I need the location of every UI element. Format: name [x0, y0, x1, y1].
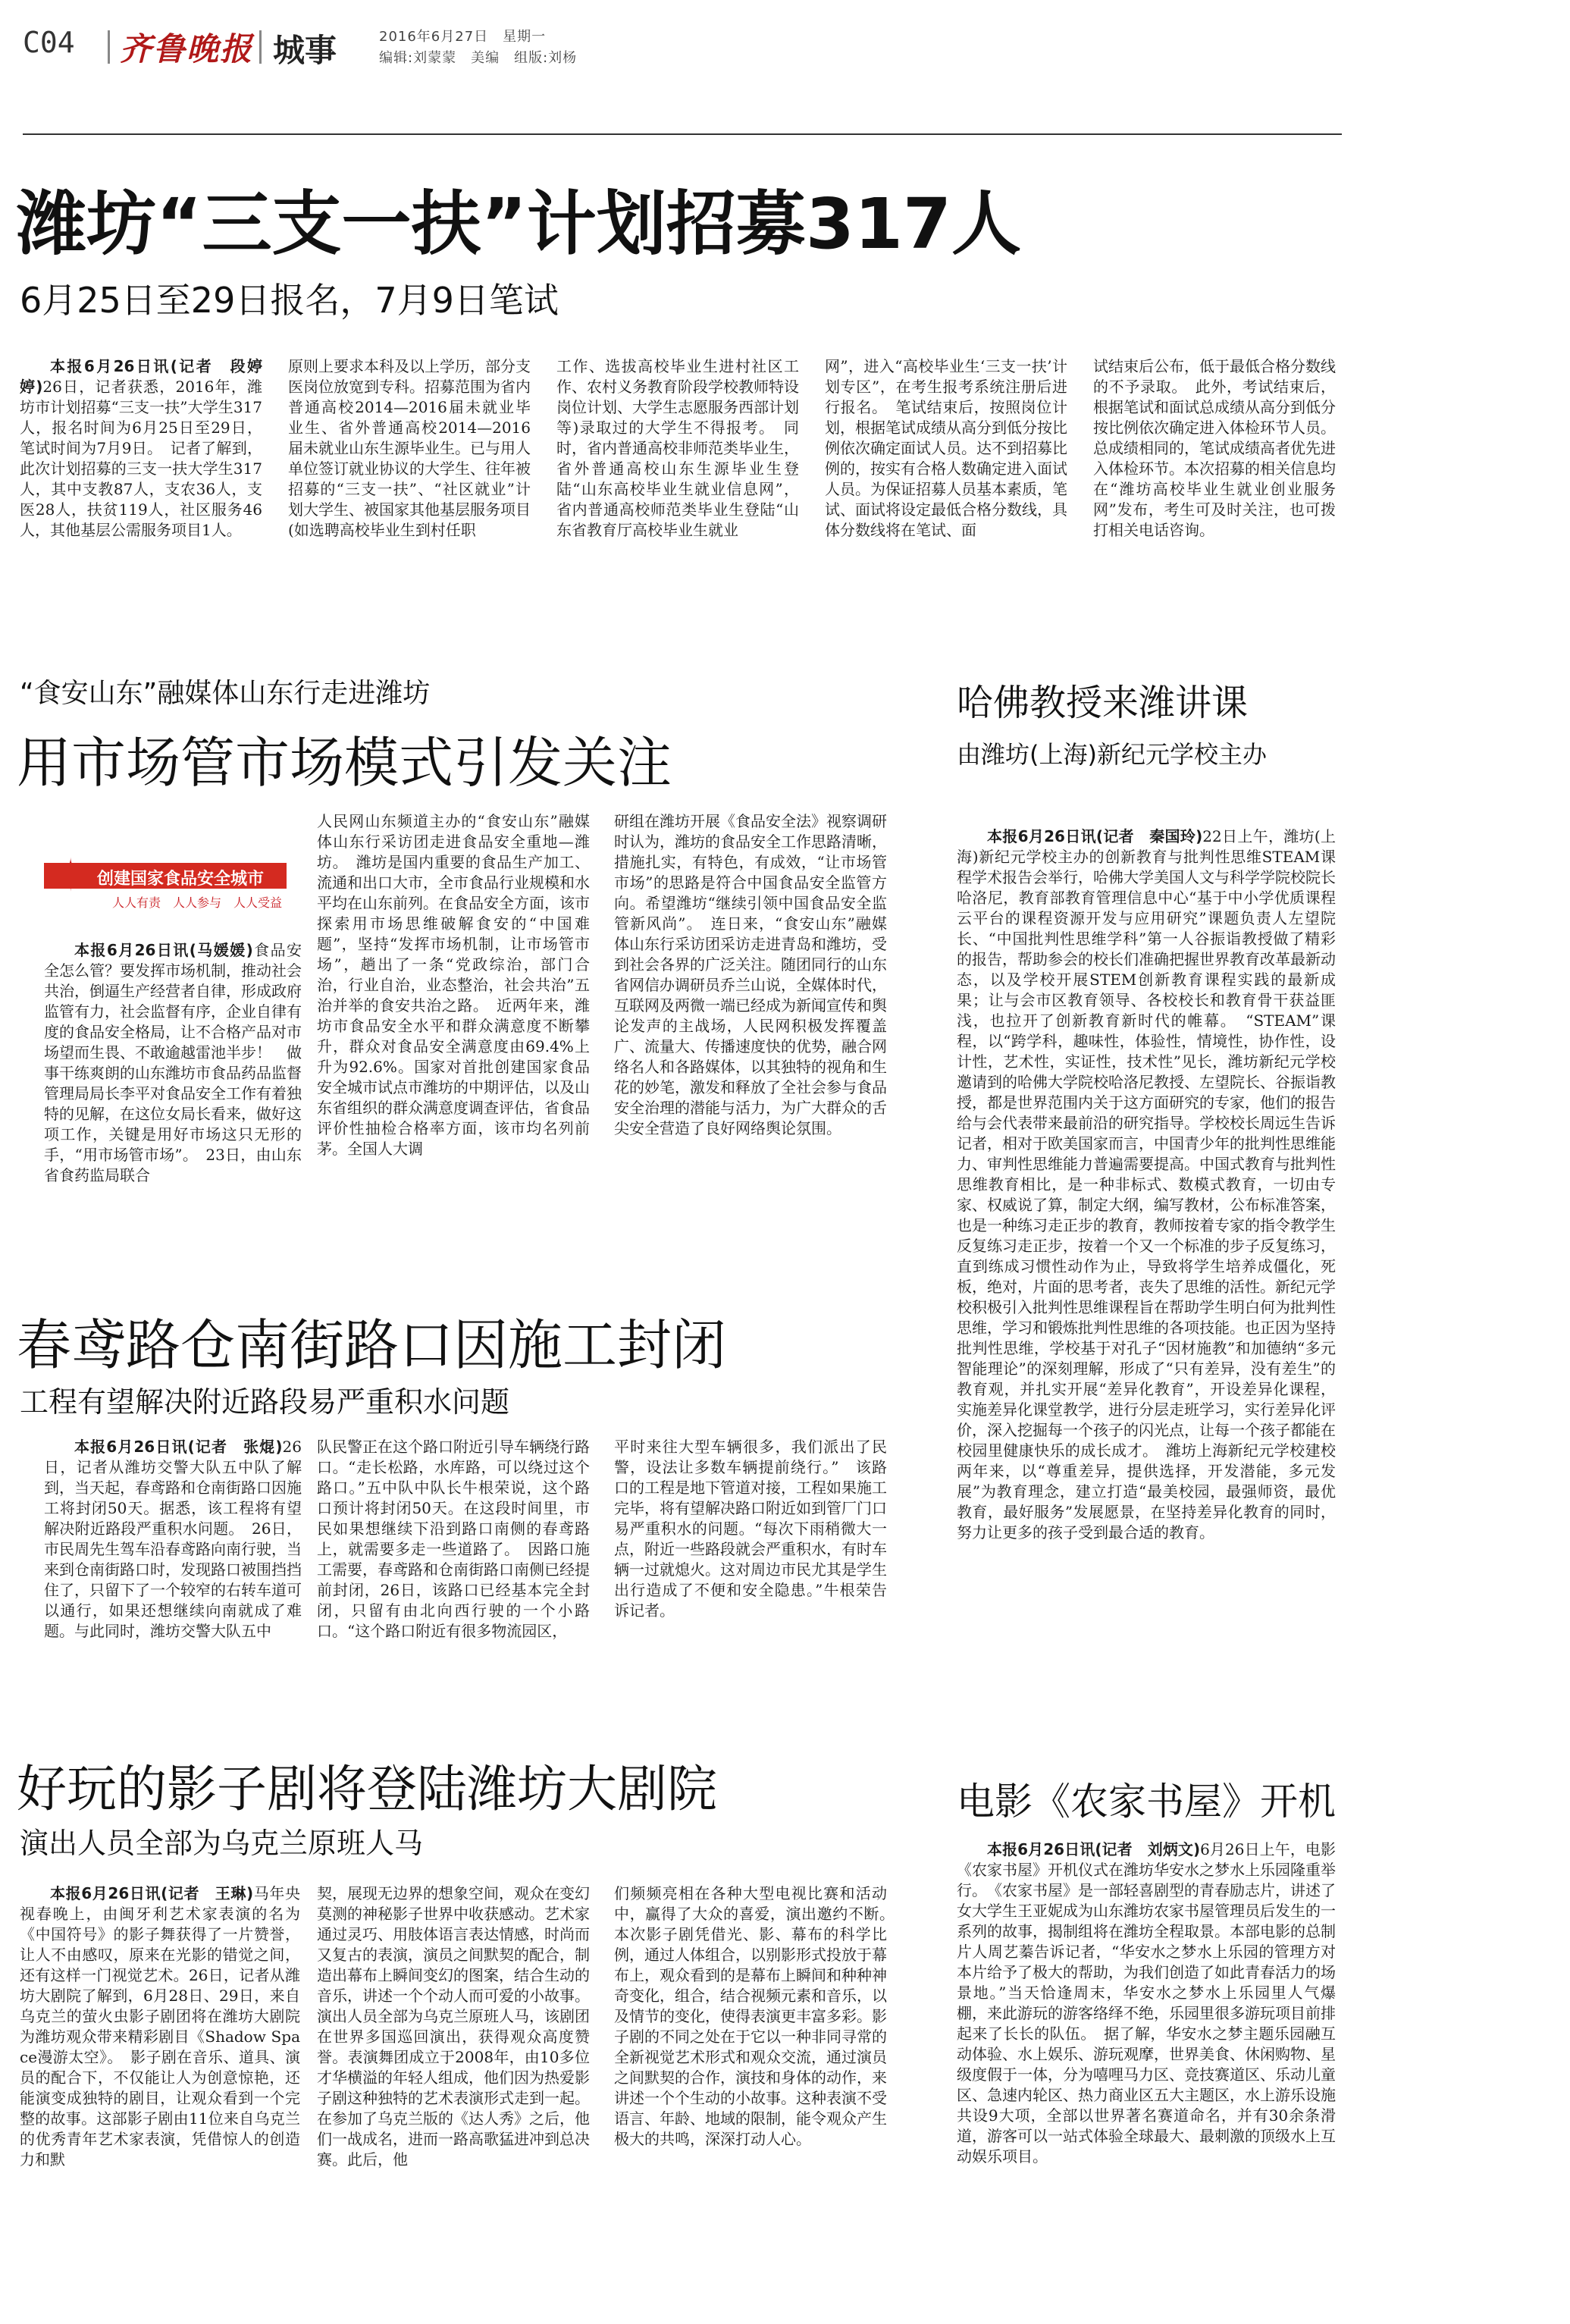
- a3-byline: 本报6月26日讯(记者 张焜): [74, 1438, 283, 1456]
- issue-date: 2016年6月27日 星期一: [379, 29, 547, 45]
- a4-column-1: 本报6月26日讯(记者 王琳)马年央视春晚上，由闽牙利艺术家表演的名为《中国符号》的影子舞获得了一片赞誉，让人不由感叹，原来在光影的错觉之间，还有这样一门视觉艺术。26日，记者从潍坊大剧院了解到，6月28日、29日，来自乌克兰的萤火虫影子剧团将在潍坊大剧院为潍坊观众带来精彩剧目《Shadow Space漫游太空》。 影子剧在音乐、道具、演员的配合下，不仅能让人为创意惊艳，还能演变成独特的剧目，让观众看到一个完整的故事。这部影子剧由11位来自乌克兰的优秀青年艺术家表演，凭借惊人的创造力和默: [20, 1884, 301, 2169]
- a2-headline: 用市场管市场模式引发关注: [17, 731, 672, 795]
- a1-column-3: 工作、选拔高校毕业生进村社区工作、农村义务教育阶段学校教师特设岗位计划、大学生志愿服务西部计划等)录取过的大学生不得报考。 同时，省内普通高校非师范类毕业生，省外普通高校山东生源毕业生登陆“山东高校毕业生就业信息网”，省内普通高校师范类毕业生登陆“山东省教育厅高校毕业生就业: [556, 357, 799, 539]
- a6-column-1: 本报6月26日讯(记者 刘炳文)6月26日上午，电影《农家书屋》开机仪式在潍坊华安水之梦水上乐园隆重举行。 《农家书屋》是一部轻喜剧型的青春励志片，讲述了女大学生王亚妮成为山东潍坊农家书屋管理员后发生的一系列的故事，揭制组将在潍坊全程取景。本部电影的总制片人周艺蓁告诉记者，“华安水之梦水上乐园的管理方对本片给予了极大的帮助，为我们创造了如此青春活力的场景地。”当天恰逢周末，华安水之梦水上乐园里人气爆棚，来此游玩的游客络绎不绝，乐园里很多游玩项目前排起来了长长的队伍。 据了解，华安水之梦主题乐园融互动体验、水上娱乐、游玩观摩，世界美食、休闲购物、星级度假于一体，分为嘻哩马力区、竞技赛道区、乐动儿童区、急速内轮区、热力商业区五大主题区，水上游乐设施共设9大项，全部以世界著名赛道命名，并有30余条滑道，游客可以一站式体验全球最大、最刺激的顶级水上互动娱乐项目。: [957, 1840, 1336, 2166]
- a4-column-3: 们频频亮相在各种大型电视比赛和活动中，赢得了大众的喜爱，演出邀约不断。 本次影子剧凭借光、影、幕布的科学比例，通过人体组合，以别影形式投放于幕布上，观众看到的是幕布上瞬间和种种神奇变化，组合，结合视频元素和音乐，以及情节的变化，使得表演更丰富多彩。影子剧的不同之处在于它以一种非同寻常的全新视觉艺术形式和观众交流，通过演员之间默契的合作，演技和身体的动作，来讲述一个个生动的小故事。这种表演不受语言、年龄、地域的限制，能令观众产生极大的共鸣，深深打动人心。: [614, 1884, 902, 2148]
- a1-column-4: 网”，进入“高校毕业生‘三支一扶’计划专区”，在考生报考系统注册后进行报名。 笔试结束后，按照岗位计划，根据笔试成绩从高分到低分按比例依次确定面试人员。达不到招募比例的，按实有合格人数确定进入面试人员。为保证招募人员基本素质，笔试、面试将设定最低合格分数线，具体分数线将在笔试、面: [825, 357, 1067, 539]
- a5-column-1: 本报6月26日讯(记者 秦国玲)22日上午，潍坊(上海)新纪元学校主办的创新教育与批判性思维STEAM课程学术报告会举行，哈佛大学美国人文与科学学院校院长哈洛尼，教育部教育管理信息中心“基于中小学优质课程云平台的课程资源开发与应用研究”课题负责人左望院长、“中国批判性思维学科”第一人谷振诣教授做了精彩的报告，帮助参会的校长们准确把握世界教育改革最新动态，以及学校开展STEM创新教育课程实践的最新成果；让与会市区教育领导、各校校长和教育骨干获益匪浅，也拉开了创新教育新时代的帷幕。 “STEAM”课程，以“跨学科，趣味性，体验性，情境性，协作性，设计性，艺术性，实证性，技术性”见长，潍坊新纪元学校邀请到的哈佛大学院校哈洛尼教授、左望院长、谷振诣教授，都是世界范围内关于这方面研究的专家，他们的报告给与会代表带来最前沿的研究指导。学校校长周远生告诉记者，相对于欧美国家而言，中国青少年的批判性思维能力、审判性思维能力普遍需要提高。中国式教育与批判性思维教育相比，是一种非标式、数模式教育，一切由专家、权威说了算，制定大纲，编写教材，公布标准答案，也是一种练习走正步的教育，教师按着专家的指令教学生反复练习走正步，按着一个又一个标准的步子反复练习，直到练成习惯性动作为止，导致将学生培养成僵化，死板，绝对，片面的思考者，丧失了思维的活性。新纪元学校积极引入批判性思维课程旨在帮助学生明白何为批判性思维，学习和锻炼批判性思维的各项技能。也正因为坚持批判性思维，学校基于对孔子“因材施教”和加德纳“多元智能理论”的深刻理解，形成了“只有差异，没有差生”的教育观，并扎实开展“差异化教育”，开设差异化课程，实施差异化课堂教学，进行分层走班学习，实行差异化评价，深入挖掘每一个孩子的闪光点，让每一个孩子都能在校园里健康快乐的成长成才。 潍坊上海新纪元学校建校两年来，以“尊重差异，提供选择，开发潜能，多元发展”为教育理念，建立打造“最美校园，最强师资，最优教育，最好服务”发展愿景，在坚持差异化教育的同时，努力让更多的孩子受到最合适的教育。: [957, 827, 1336, 1541]
- a4-headline: 好玩的影子剧将登陆潍坊大剧院: [17, 1760, 717, 1818]
- food-safety-logo: [44, 842, 287, 925]
- a3-headline: 春鸢路仓南街路口因施工封闭: [17, 1313, 727, 1377]
- a6-headline: 电影《农家书屋》开机: [957, 1780, 1336, 1824]
- a1-column-5: 试结束后公布，低于最低合格分数线的不予录取。 此外，考试结束后，根据笔试和面试总成绩从高分到低分按比例依次确定进入体检环节人员。总成绩相同的，笔试成绩高者优先进入体检环节。本次招募的相关信息均在“潍坊高校毕业生就业创业服务网”发布，考生可及时关注，也可拨打相关电话咨询。: [1093, 357, 1336, 539]
- a4-subhead: 演出人员全部为乌克兰原班人马: [20, 1827, 424, 1860]
- a2-kicker: “食安山东”融媒体山东行走进潍坊: [20, 678, 431, 709]
- a6-byline: 本报6月26日讯(记者 刘炳文): [987, 1840, 1201, 1858]
- a5-subhead: 由潍坊(上海)新纪元学校主办: [957, 740, 1267, 769]
- a4-byline: 本报6月26日讯(记者 王琳): [50, 1884, 254, 1902]
- a2-column-1: 本报6月26日讯(马媛媛)食品安全怎么管？要发挥市场机制，推动社会共治，倒逼生产经营者自律，形成政府监管有力，社会监督有序，企业自律有度的食品安全格局，让不合格产品对市场望而生畏、不敢逾越雷池半步！ 做事干练爽朗的山东潍坊市食品药品监督管理局局长李平对食品安全工作有着独特的见解，在这位女局长看来，做好这项工作，关键是用好市场这只无形的手，“用市场管市场”。 23日，由山东省食药监局联合: [44, 941, 302, 1184]
- a2-column-3: 研组在潍坊开展《食品安全法》视察调研时认为，潍坊的食品安全工作思路清晰，措施扎实，有特色，有成效，“让市场管市场”的思路是符合中国食品安全监管方向。希望潍坊“继续引领中国食品安全监管新风尚”。 连日来，“食安山东”融媒体山东行采访团采访走进青岛和潍坊，受到社会各界的广泛关注。随团同行的山东省网信办调研员乔兰山说，全媒体时代，互联网及两微一端已经成为新闻宣传和舆论发声的主战场，人民网积极发挥覆盖广、流量大、传播速度快的优势，融合网络名人和各路媒体，以其独特的视角和生花的妙笔，激发和释放了全社会参与食品安全治理的潜能与活力，为广大群众的舌尖安全营造了良好网络舆论氛围。: [614, 812, 887, 1137]
- a2-byline: 本报6月26日讯(马媛媛): [74, 941, 253, 959]
- a1-column-2: 原则上要求本科及以上学历，部分支医岗位放宽到专科。招募范围为省内普通高校2014—2016届未就业毕业生、省外普通高校2014—2016届未就业山东生源毕业生。已与用人单位签订就业协议的大学生、往年被招募的“三支一扶”、“社区就业”计划大学生、被国家其他基层服务项目(如选聘高校毕业生到村任职: [288, 357, 531, 539]
- a3-column-3: 平时来往大型车辆很多，我们派出了民警，设法让多数车辆提前绕行。” 该路口的工程是地下管道对接，工程如果施工完毕，将有望解决路口附近如到管厂门口易严重积水的问题。“每次下雨稍微大一点，附近一些路段就会严重积水，有时车辆一过就熄火。这对周边市民尤其是学生出行造成了不便和安全隐患。”牛根荣告诉记者。: [614, 1438, 887, 1620]
- a3-subhead: 工程有望解决附近路段易严重积水问题: [20, 1385, 510, 1419]
- a1-headline: 潍坊“三支一扶”计划招募317人: [17, 183, 1021, 265]
- newspaper-logo: 齐鲁晚报: [120, 30, 254, 67]
- a4-column-2: 契，展现无边界的想象空间，观众在变幻莫测的神秘影子世界中收获感动。艺术家通过灵巧、用肢体语言表达情感，时尚而又复古的表演，演员之间默契的配合，制造出幕布上瞬间变幻的图案，结合生动的音乐，讲述一个个动人而可爱的小故事。演出人员全部为乌克兰原班人马，该剧团在世界多国巡回演出，获得观众高度赞誉。表演舞团成立于2008年，由10多位才华横溢的年轻人组成，他们因为热爱影子剧这种独特的艺术表演形式走到一起。在参加了乌克兰版的《达人秀》之后，他们一战成名，进而一路高歌猛进冲到总决赛。此后，他: [317, 1884, 590, 2169]
- a1-byline: 本报6月26日讯(记者 段婷婷): [20, 357, 262, 396]
- a1-column-1: 本报6月26日讯(记者 段婷婷)26日，记者获悉，2016年，潍坊市计划招募“三支一扶”大学生317人，报名时间为6月25日至29日，笔试时间为7月9日。 记者了解到，此次计划招募的三支一扶大学生317人，其中支教87人，支农36人，支医28人，扶贫119人，社区服务46人，其他基层公需服务项目1人。: [20, 357, 262, 539]
- a3-column-2: 队民警正在这个路口附近引导车辆绕行路口。“走长松路，水库路，可以绕过这个路口。”五中队中队长牛根荣说，这个路口预计将封闭50天。在这段时间里，市民如果想继续下沿到路口南侧的春鸢路上，就需要多走一些道路了。 因路口施工需要，春鸢路和仓南街路口南侧已经提前封闭，26日，该路口已经基本完全封闭，只留有由北向西行驶的一个小路口。“这个路口附近有很多物流园区，: [317, 1438, 590, 1640]
- logo-slogan: 人人有责 人人参与 人人受益: [112, 895, 283, 910]
- divider: [108, 30, 110, 64]
- a2-column-2: 人民网山东频道主办的“食安山东”融媒体山东行采访团走进食品安全重地—潍坊。 潍坊是国内重要的食品生产加工、流通和出口大市，全市食品行业规模和水平均在山东前列。在食品安全方面，该市探索用市场思维破解食安的“中国难题”，坚持“发挥市场机制，让市场管市场”，趟出了一条“党政综治，部门合治，行业自治，业态整治，社会共治”五治并举的食安共治之路。 近两年来，潍坊市食品安全水平和群众满意度不断攀升，群众对食品安全满意度由69.4%上升为92.6%。国家对首批创建国家食品安全城市试点市潍坊的中期评估，以及山东省组织的群众满意度调查评估，省食品评价性抽检合格率方面，该市均名列前茅。全国人大调: [317, 812, 590, 1158]
- logo-band-text: 创建国家食品安全城市: [97, 870, 265, 889]
- section-title: 城事: [273, 32, 337, 69]
- a1-subhead: 6月25日至29日报名，7月9日笔试: [20, 280, 559, 321]
- divider: [259, 30, 262, 64]
- editors-credit: 编辑:刘蒙蒙 美编 组版:刘杨: [379, 50, 578, 66]
- masthead: [23, 21, 1357, 74]
- a5-headline: 哈佛教授来潍讲课: [957, 682, 1249, 724]
- masthead-rule: [23, 133, 1342, 135]
- page-number: C04: [23, 26, 75, 59]
- a3-column-1: 本报6月26日讯(记者 张焜)26日，记者从潍坊交警大队五中队了解到，当天起，春鸢路和仓南街路口因施工将封闭50天。据悉，该工程将有望解决附近路段严重积水问题。 26日，市民周先生驾车沿春鸢路向南行驶，当来到仓南街路口时，发现路口被围挡挡住了，只留下了一个较窄的右转车道可以通行，如果还想继续向南就成了难题。与此同时，潍坊交警大队五中: [44, 1438, 302, 1640]
- a5-byline: 本报6月26日讯(记者 秦国玲): [987, 827, 1203, 845]
